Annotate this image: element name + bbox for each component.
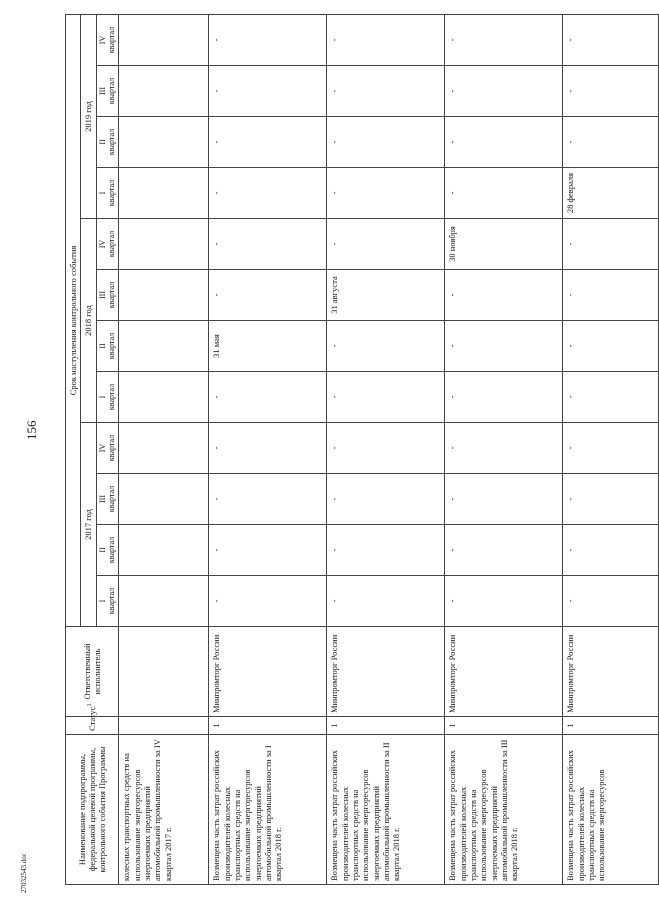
responsible-cell: Минпромторг России	[563, 627, 659, 717]
deadline-cell: -	[209, 372, 327, 423]
quarter-word: квартал	[107, 128, 117, 156]
deadline-cell: -	[445, 474, 563, 525]
table-row	[563, 14, 659, 884]
deadline-cell	[119, 168, 209, 219]
document-footer: 27032543.doc	[20, 853, 28, 893]
deadline-cell: -	[563, 66, 659, 117]
quarter-word: квартал	[107, 230, 117, 258]
event-name-cell: колесных транспортных средств на использование энергоресурсов энергоемких предприятий автомобильной промышленности за IV квартал 2017 г.	[119, 735, 209, 885]
quarter-numeral: III	[97, 495, 107, 503]
quarter-word: квартал	[107, 332, 117, 360]
deadline-cell: -	[563, 576, 659, 627]
quarter-numeral: I	[97, 395, 107, 399]
table-row	[119, 14, 209, 884]
quarter-numeral: IV	[97, 35, 107, 45]
deadline-cell: -	[327, 117, 445, 168]
event-name-cell: Возмещена часть затрат российских производителей колесных транспортных средств на использование энергоресурсов энергоемких предприятий автомобильной промышленности за I квартал 2018 г.	[209, 735, 327, 885]
quarter-numeral: I	[97, 599, 107, 603]
status-cell: 1	[445, 717, 563, 735]
deadline-cell: -	[563, 474, 659, 525]
deadline-cell: -	[563, 372, 659, 423]
deadline-cell: -	[445, 525, 563, 576]
deadline-cell: -	[445, 321, 563, 372]
quarter-word: квартал	[107, 26, 117, 54]
quarter-word: квартал	[107, 77, 117, 105]
deadline-cell: -	[327, 423, 445, 474]
header-name-col: Наименование подпрограммы, федеральной целевой программы, контрольного события Программы	[66, 735, 119, 885]
table-row	[209, 14, 327, 884]
quarter-numeral: III	[97, 291, 107, 299]
deadline-date-cell: 28 февраля	[563, 168, 659, 219]
deadline-cell: -	[445, 270, 563, 321]
deadline-cell: -	[327, 525, 445, 576]
deadline-cell: -	[327, 372, 445, 423]
deadline-date-cell: 31 мая	[209, 321, 327, 372]
header-quarter	[96, 270, 119, 321]
deadline-cell	[119, 423, 209, 474]
deadline-cell: -	[209, 576, 327, 627]
quarter-numeral: IV	[97, 443, 107, 453]
responsible-cell: Минпромторг России	[209, 627, 327, 717]
event-name-cell: Возмещена часть затрат российских производителей колесных транспортных средств на использование энергоресурсов	[563, 735, 659, 885]
table-body	[119, 14, 659, 884]
quarter-numeral: IV	[97, 239, 107, 249]
header-year: 2019 год	[81, 14, 96, 218]
header-quarter	[96, 525, 119, 576]
header-quarter	[96, 168, 119, 219]
status-cell: 1	[209, 717, 327, 735]
header-quarter	[96, 321, 119, 372]
header-responsible-col: Ответственный исполнитель	[66, 627, 119, 717]
deadline-cell: -	[445, 14, 563, 65]
header-quarter	[96, 474, 119, 525]
deadline-cell	[119, 270, 209, 321]
status-cell: 1	[327, 717, 445, 735]
deadline-cell: -	[445, 117, 563, 168]
deadline-cell: -	[327, 168, 445, 219]
deadline-cell: -	[563, 14, 659, 65]
header-quarter	[96, 14, 119, 65]
deadline-cell	[119, 576, 209, 627]
deadline-cell	[119, 14, 209, 65]
deadline-cell: -	[445, 372, 563, 423]
deadline-cell: -	[445, 66, 563, 117]
deadline-cell: -	[445, 168, 563, 219]
header-quarter	[96, 372, 119, 423]
responsible-cell: Минпромторг России	[327, 627, 445, 717]
quarter-word: квартал	[107, 434, 117, 462]
header-quarter	[96, 219, 119, 270]
quarter-word: квартал	[107, 587, 117, 615]
deadline-cell: -	[327, 14, 445, 65]
deadline-cell	[119, 474, 209, 525]
quarter-numeral: I	[97, 191, 107, 195]
deadline-cell: -	[563, 525, 659, 576]
deadline-cell: -	[209, 168, 327, 219]
deadline-cell	[119, 219, 209, 270]
header-quarter	[96, 576, 119, 627]
deadline-cell: -	[209, 270, 327, 321]
header-quarter	[96, 66, 119, 117]
deadline-cell: -	[563, 219, 659, 270]
status-label: Статус	[86, 706, 97, 731]
deadline-cell: -	[563, 321, 659, 372]
responsible-cell	[119, 627, 209, 717]
quarter-word: квартал	[107, 179, 117, 207]
page-number: 156	[24, 420, 39, 440]
deadline-cell: -	[209, 117, 327, 168]
deadline-cell: -	[327, 474, 445, 525]
deadline-cell	[119, 372, 209, 423]
quarter-word: квартал	[107, 281, 117, 309]
deadline-cell: -	[209, 14, 327, 65]
deadline-cell: -	[445, 423, 563, 474]
deadline-cell: -	[327, 321, 445, 372]
header-quarter	[96, 117, 119, 168]
deadline-cell: -	[209, 525, 327, 576]
quarter-word: квартал	[107, 383, 117, 411]
table-header	[66, 14, 119, 884]
status-footnote: 1	[87, 703, 94, 707]
deadline-cell	[119, 525, 209, 576]
quarter-numeral: II	[97, 139, 107, 145]
header-year: 2017 год	[81, 423, 96, 627]
deadline-cell: -	[209, 474, 327, 525]
header-year: 2018 год	[81, 219, 96, 423]
control-events-table	[65, 14, 659, 885]
deadline-cell: -	[209, 423, 327, 474]
status-cell	[119, 717, 209, 735]
event-name-cell: Возмещена часть затрат российских производителей колесных транспортных средств на использование энергоресурсов энергоемких предприятий автомобильной промышленности за III квартал 2018 г.	[445, 735, 563, 885]
quarter-numeral: III	[97, 87, 107, 95]
quarter-numeral: II	[97, 343, 107, 349]
deadline-date-cell: 31 августа	[327, 270, 445, 321]
deadline-cell: -	[563, 117, 659, 168]
quarter-word: квартал	[107, 536, 117, 564]
header-status-col	[66, 703, 119, 735]
quarter-numeral: II	[97, 547, 107, 553]
table-row	[445, 14, 563, 884]
deadline-cell: -	[327, 576, 445, 627]
rotated-table-container	[65, 15, 607, 885]
deadline-cell: -	[563, 423, 659, 474]
header-quarter	[96, 423, 119, 474]
deadline-cell	[119, 321, 209, 372]
deadline-cell	[119, 117, 209, 168]
deadline-cell: -	[209, 219, 327, 270]
deadline-cell: -	[563, 270, 659, 321]
responsible-cell: Минпромторг России	[445, 627, 563, 717]
deadline-cell: -	[209, 66, 327, 117]
status-cell: 1	[563, 717, 659, 735]
quarter-word: квартал	[107, 485, 117, 513]
event-name-cell: Возмещена часть затрат российских производителей колесных транспортных средств на использование энергоресурсов энергоемких предприятий автомобильной промышленности за II квартал 2018 г.	[327, 735, 445, 885]
deadline-cell: -	[327, 66, 445, 117]
deadline-cell: -	[327, 219, 445, 270]
deadline-date-cell: 30 ноября	[445, 219, 563, 270]
deadline-cell: -	[445, 576, 563, 627]
table-row	[327, 14, 445, 884]
header-deadline-group: Срок наступления контрольного события	[66, 14, 81, 626]
deadline-cell	[119, 66, 209, 117]
